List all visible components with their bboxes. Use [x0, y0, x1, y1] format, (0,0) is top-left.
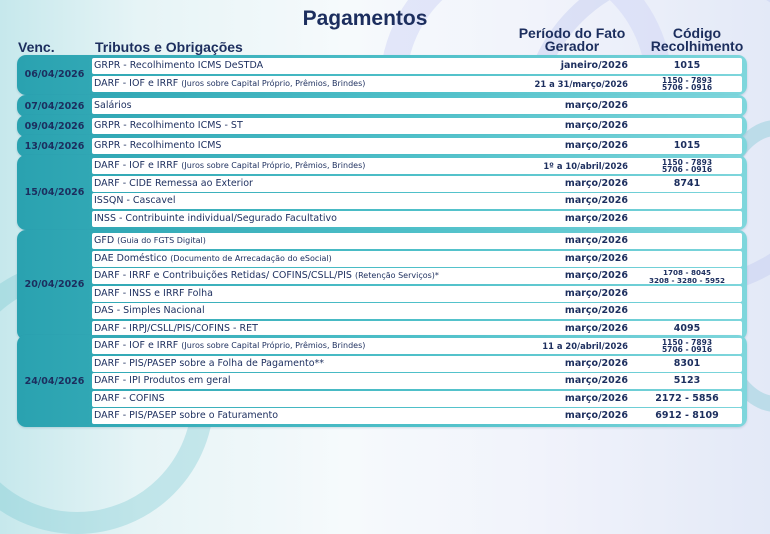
periodo-cell: março/2026: [564, 120, 628, 131]
due-date: 24/04/2026: [24, 375, 85, 387]
column-header-tributos: Tributos e Obrigações: [95, 39, 243, 55]
codigo-line2: 5706 - 0916: [661, 165, 713, 174]
tributo-name: DARF - IOF e IRRF: [94, 340, 182, 351]
periodo-cell: março/2026: [564, 140, 628, 151]
tributo-name: ISSQN - Cascavel: [94, 195, 176, 206]
due-date-group: [17, 95, 747, 117]
due-date: 13/04/2026: [24, 140, 85, 152]
tributo-cell: [94, 160, 365, 171]
table-row: [92, 138, 742, 154]
tributo-cell: [94, 340, 365, 351]
tributo-name: DARF - IPI Produtos em geral: [94, 375, 231, 386]
periodo-cell: 1º a 10/abril/2026: [543, 161, 628, 171]
page-title: Pagamentos: [302, 7, 428, 30]
tributo-cell: [94, 213, 337, 224]
due-date: 07/04/2026: [24, 100, 85, 112]
column-header-codigo-line2: Recolhimento: [650, 38, 744, 54]
tributo-cell: [94, 100, 132, 111]
table-row: [92, 118, 742, 134]
tributo-note: (Guia do FGTS Digital): [117, 236, 206, 245]
tributo-cell: [94, 270, 439, 281]
periodo-cell: março/2026: [564, 375, 628, 386]
table-row: [92, 193, 742, 209]
tributo-name: DARF - IRRF e Contribuições Retidas/ COFINS/CSLL/PIS: [94, 270, 355, 281]
periodo-cell: março/2026: [564, 287, 628, 299]
periodo-cell: março/2026: [564, 100, 628, 111]
table-row: [92, 286, 742, 302]
tributo-note: (Documento de Arrecadação do eSocial): [170, 253, 332, 263]
tributo-cell: [94, 358, 324, 369]
tributo-note: (Juros sobre Capital Próprio, Prêmios, Brindes): [181, 78, 366, 88]
table-row: [92, 303, 742, 319]
tributo-name: GRPR - Recolhimento ICMS: [94, 140, 222, 151]
table-row: [92, 408, 742, 424]
codigo-line1: 1150 - 7893: [661, 75, 713, 85]
periodo-cell: março/2026: [564, 392, 628, 404]
periodo-cell: março/2026: [564, 195, 628, 206]
tributo-name: DARF - IRPJ/CSLL/PIS/COFINS - RET: [94, 322, 258, 334]
tributo-cell: [94, 253, 332, 264]
codigo-line1: 1150 - 7893: [661, 338, 713, 347]
tributo-name: DARF - PIS/PASEP sobre o Faturamento: [94, 410, 279, 421]
codigo-cell: [639, 269, 735, 284]
tributo-name: DARF - IOF e IRRF: [94, 77, 182, 89]
tributo-cell: [94, 410, 278, 421]
tributo-name: DARF - PIS/PASEP sobre a Folha de Pagamento**: [94, 357, 325, 369]
periodo-cell: 21 a 31/março/2026: [534, 78, 628, 89]
due-date-group: [17, 115, 747, 137]
table-row: [92, 268, 742, 284]
tributo-cell: [94, 305, 205, 316]
tributo-name: DARF - IOF e IRRF: [94, 160, 182, 171]
tributo-name: DAE Doméstico: [94, 252, 171, 264]
tributo-name: GRPR - Recolhimento ICMS DeSTDA: [94, 60, 264, 71]
table-row: [92, 98, 742, 114]
column-header-periodo-line2: Gerador: [544, 38, 600, 54]
table-row: [92, 373, 742, 389]
tributo-name: GRPR - Recolhimento ICMS - ST: [94, 120, 243, 131]
tributo-cell: [94, 140, 221, 151]
table-row: [92, 211, 742, 227]
tributo-name: INSS - Contribuinte individual/Segurado Facultativo: [94, 212, 337, 224]
tributo-name: DAS - Simples Nacional: [94, 305, 205, 316]
periodo-cell: 11 a 20/abril/2026: [542, 341, 628, 351]
codigo-cell: 5123: [673, 375, 701, 386]
tributo-name: Salários: [94, 100, 132, 111]
column-header-venc: Venc.: [18, 39, 55, 55]
tributo-cell: [94, 235, 206, 246]
table-row: [92, 158, 742, 174]
periodo-cell: março/2026: [564, 270, 628, 281]
codigo-cell: 8301: [673, 357, 701, 369]
due-date-group: [17, 155, 747, 230]
periodo-cell: março/2026: [564, 305, 628, 316]
codigo-cell: [639, 77, 735, 91]
tributo-cell: [94, 78, 365, 89]
tributo-cell: [94, 393, 165, 404]
column-header-codigo: [645, 27, 749, 53]
periodo-cell: março/2026: [564, 410, 628, 421]
periodo-cell: janeiro/2026: [560, 60, 628, 71]
tributo-name: DARF - INSS e IRRF Folha: [94, 287, 213, 299]
table-row: [92, 176, 742, 192]
column-header-periodo-line1: Período do Fato: [518, 25, 626, 41]
tributo-cell: [94, 60, 263, 71]
table-row: [92, 76, 742, 92]
tributo-note: (Juros sobre Capital Próprio, Prêmios, Brindes): [181, 341, 366, 350]
codigo-cell: 4095: [673, 322, 701, 334]
codigo-cell: 2172 - 5856: [655, 392, 719, 404]
table-row: [92, 338, 742, 354]
due-date-group: [17, 335, 747, 427]
tributo-note: (Juros sobre Capital Próprio, Prêmios, Brindes): [181, 161, 366, 170]
codigo-cell: 1015: [673, 60, 701, 71]
codigo-line1: 1708 - 8045: [663, 268, 711, 277]
table-row: [92, 356, 742, 372]
periodo-cell: março/2026: [564, 357, 628, 369]
due-date: 15/04/2026: [24, 186, 85, 198]
periodo-cell: março/2026: [564, 235, 628, 246]
codigo-line1: 1150 - 7893: [661, 158, 713, 167]
codigo-cell: [639, 159, 735, 173]
column-header-codigo-line1: Código: [672, 25, 722, 41]
table-row: [92, 251, 742, 267]
tributo-name: DARF - COFINS: [94, 392, 165, 404]
codigo-line2: 5706 - 0916: [661, 82, 713, 92]
due-date-group: [17, 135, 747, 157]
codigo-cell: 8741: [673, 177, 701, 189]
periodo-cell: março/2026: [564, 252, 628, 264]
tributo-name: GFD: [94, 235, 118, 246]
codigo-cell: 1015: [673, 140, 701, 151]
column-header-periodo: [500, 27, 644, 53]
tributo-cell: [94, 120, 243, 131]
due-date: 09/04/2026: [24, 120, 85, 132]
codigo-line2: 5706 - 0916: [661, 345, 713, 354]
codigo-line2: 3208 - 3280 - 5952: [649, 275, 725, 285]
due-date: 20/04/2026: [24, 279, 85, 291]
table-row: [92, 391, 742, 407]
tributo-note: (Retenção Serviços)*: [354, 271, 439, 280]
due-date: 06/04/2026: [24, 69, 85, 81]
periodo-cell: março/2026: [564, 212, 628, 224]
tributo-cell: [94, 288, 213, 299]
periodo-cell: março/2026: [564, 177, 628, 189]
periodo-cell: março/2026: [564, 322, 628, 334]
due-date-group: [17, 55, 747, 95]
due-date-group: [17, 230, 747, 340]
tributo-cell: [94, 195, 175, 206]
tributo-cell: [94, 178, 253, 189]
tributo-name: DARF - CIDE Remessa ao Exterior: [94, 177, 253, 189]
table-row: [92, 58, 742, 74]
codigo-cell: 6912 - 8109: [655, 410, 719, 421]
tributo-cell: [94, 375, 231, 386]
codigo-cell: [639, 339, 735, 353]
tributo-cell: [94, 323, 258, 334]
table-row: [92, 233, 742, 249]
